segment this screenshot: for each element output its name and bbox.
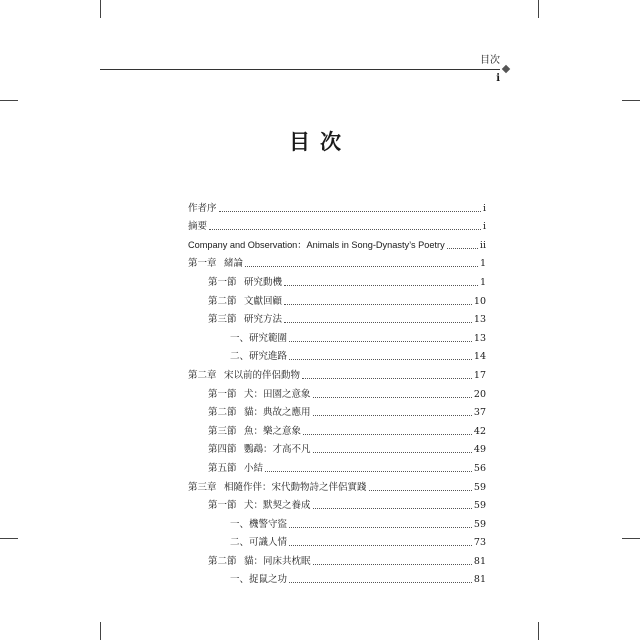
toc-entry-label <box>230 574 287 586</box>
toc-entry-title: 緒論 <box>224 258 244 270</box>
toc-entry-title: 貓：同床共枕眠 <box>244 555 311 567</box>
toc-entry[interactable] <box>188 345 486 364</box>
toc-entry-label <box>188 482 367 494</box>
toc-entry-label <box>208 407 311 419</box>
running-header-title: 目次 <box>480 55 500 66</box>
toc-entry-page: 17 <box>473 369 486 381</box>
toc-entry-label <box>208 556 311 568</box>
toc-entry-title: 研究方法 <box>244 314 283 326</box>
toc-leader-dots <box>245 265 478 267</box>
crop-mark-top-left <box>100 0 101 18</box>
toc-entry-page: 49 <box>473 444 486 456</box>
toc-entry-number: 第一節 <box>208 388 237 400</box>
toc-entry[interactable] <box>188 326 486 345</box>
toc-entry-number: 第一章 <box>188 258 217 270</box>
toc-entry-number: 第二節 <box>208 295 237 307</box>
toc-entry[interactable] <box>188 252 486 271</box>
toc-entry-label <box>208 389 311 401</box>
table-of-contents <box>188 196 486 586</box>
toc-entry-label <box>208 463 263 475</box>
toc-entry-title: Company and Observation：Animals in Song-Dynasty’s Poetry <box>188 239 445 250</box>
toc-entry-label <box>208 296 282 308</box>
toc-entry-title: 小結 <box>244 462 264 474</box>
toc-entry-label <box>208 500 311 512</box>
toc-entry-label <box>230 537 287 549</box>
crop-mark-left-bottom <box>0 538 18 539</box>
toc-entry[interactable] <box>188 382 486 401</box>
toc-leader-dots <box>289 544 472 546</box>
toc-entry[interactable] <box>188 549 486 568</box>
toc-entry-title: 相隨作伴：宋代動物詩之伴侶實踐 <box>224 481 367 493</box>
toc-entry-page: 81 <box>473 555 486 567</box>
toc-entry-label <box>208 426 301 438</box>
toc-entry-page: 13 <box>473 314 486 326</box>
toc-entry-page: 1 <box>479 258 486 270</box>
toc-entry-label <box>188 239 445 252</box>
toc-entry[interactable] <box>188 438 486 457</box>
toc-entry-number: 第三節 <box>208 425 237 437</box>
toc-leader-dots <box>265 470 472 472</box>
toc-leader-dots <box>284 303 472 305</box>
crop-mark-bottom-right <box>538 622 539 640</box>
toc-entry[interactable] <box>188 568 486 587</box>
toc-entry-label <box>188 203 217 215</box>
diamond-ornament-icon <box>502 65 510 73</box>
toc-entry-label <box>208 314 282 326</box>
toc-entry-number: 第五節 <box>208 462 237 474</box>
header-page-number: i <box>496 73 500 84</box>
toc-entry-title: 犬：默契之養成 <box>244 500 311 512</box>
toc-leader-dots <box>302 377 472 379</box>
toc-entry[interactable] <box>188 512 486 531</box>
toc-entry-title: 一、研究範圍 <box>230 332 288 344</box>
toc-leader-dots <box>313 396 472 398</box>
crop-mark-right-top <box>622 100 640 101</box>
toc-leader-dots <box>219 210 481 212</box>
toc-leader-dots <box>209 228 481 230</box>
toc-entry-number: 第一節 <box>208 500 237 512</box>
toc-entry[interactable] <box>188 363 486 382</box>
toc-entry-number: 第四節 <box>208 444 237 456</box>
toc-entry-label <box>208 277 282 289</box>
toc-entry-number: 第三章 <box>188 481 217 493</box>
crop-mark-left-top <box>0 100 18 101</box>
toc-entry-page: i <box>482 221 486 233</box>
toc-entry-number: 第二節 <box>208 407 237 419</box>
toc-entry-title: 鸚鵡：才高不凡 <box>244 444 311 456</box>
toc-entry[interactable] <box>188 233 486 252</box>
header-rule <box>100 69 500 70</box>
toc-entry-title: 作者序 <box>188 202 217 214</box>
toc-entry-page: i <box>482 202 486 214</box>
toc-entry-title: 犬：田園之意象 <box>244 388 311 400</box>
toc-entry-page: 14 <box>473 351 486 363</box>
toc-entry-page: 59 <box>473 518 486 530</box>
crop-mark-top-right <box>538 0 539 18</box>
page-title: 目次 <box>289 129 351 154</box>
crop-mark-bottom-left <box>100 622 101 640</box>
toc-entry-title: 一、機警守盜 <box>230 518 288 530</box>
toc-entry-page: 13 <box>473 332 486 344</box>
toc-entry[interactable] <box>188 270 486 289</box>
toc-entry-page: 59 <box>473 500 486 512</box>
toc-leader-dots <box>313 507 472 509</box>
toc-entry-title: 摘要 <box>188 221 208 233</box>
toc-leader-dots <box>289 340 472 342</box>
toc-entry-label <box>188 258 243 270</box>
toc-leader-dots <box>303 433 472 435</box>
toc-entry-title: 二、研究進路 <box>230 351 288 363</box>
toc-entry-number: 第二章 <box>188 369 217 381</box>
toc-entry[interactable] <box>188 531 486 550</box>
toc-leader-dots <box>289 526 472 528</box>
toc-entry[interactable] <box>188 215 486 234</box>
toc-entry-title: 研究動機 <box>244 276 283 288</box>
toc-entry[interactable] <box>188 196 486 215</box>
toc-entry-title: 魚：樂之意象 <box>244 425 302 437</box>
toc-entry-page: 59 <box>473 481 486 493</box>
toc-entry-title: 一、捉鼠之功 <box>230 574 288 586</box>
toc-entry-label <box>188 221 207 233</box>
toc-entry[interactable] <box>188 456 486 475</box>
toc-entry-page: 81 <box>473 574 486 586</box>
toc-leader-dots <box>284 321 472 323</box>
toc-entry-title: 文獻回顧 <box>244 295 283 307</box>
toc-leader-dots <box>284 284 478 286</box>
toc-entry-number: 第三節 <box>208 314 237 326</box>
toc-entry-page: 20 <box>473 388 486 400</box>
toc-entry-page: 73 <box>473 537 486 549</box>
toc-entry-label <box>188 370 300 382</box>
toc-entry-title: 宋以前的伴侶動物 <box>224 369 301 381</box>
toc-leader-dots <box>289 358 472 360</box>
toc-entry-title: 貓：典故之應用 <box>244 407 311 419</box>
toc-entry-label <box>230 519 287 531</box>
toc-entry-label <box>230 333 287 345</box>
toc-entry-page: 10 <box>473 295 486 307</box>
toc-entry-page: 42 <box>473 425 486 437</box>
toc-entry[interactable] <box>188 289 486 308</box>
toc-entry[interactable] <box>188 494 486 513</box>
toc-entry-page: 1 <box>479 276 486 288</box>
toc-leader-dots <box>369 489 472 491</box>
toc-entry-page: 56 <box>473 462 486 474</box>
toc-leader-dots <box>313 563 472 565</box>
toc-entry[interactable] <box>188 401 486 420</box>
toc-leader-dots <box>289 581 472 583</box>
toc-entry-page: ii <box>479 239 486 251</box>
toc-leader-dots <box>447 247 478 249</box>
toc-leader-dots <box>313 451 472 453</box>
toc-entry-label <box>208 444 311 456</box>
toc-entry-number: 第一節 <box>208 276 237 288</box>
toc-entry[interactable] <box>188 475 486 494</box>
toc-leader-dots <box>313 414 472 416</box>
toc-entry[interactable] <box>188 419 486 438</box>
toc-entry[interactable] <box>188 308 486 327</box>
crop-mark-right-bottom <box>622 538 640 539</box>
toc-entry-label <box>230 351 287 363</box>
toc-entry-page: 37 <box>473 407 486 419</box>
toc-entry-title: 二、可識人情 <box>230 537 288 549</box>
toc-entry-number: 第二節 <box>208 555 237 567</box>
